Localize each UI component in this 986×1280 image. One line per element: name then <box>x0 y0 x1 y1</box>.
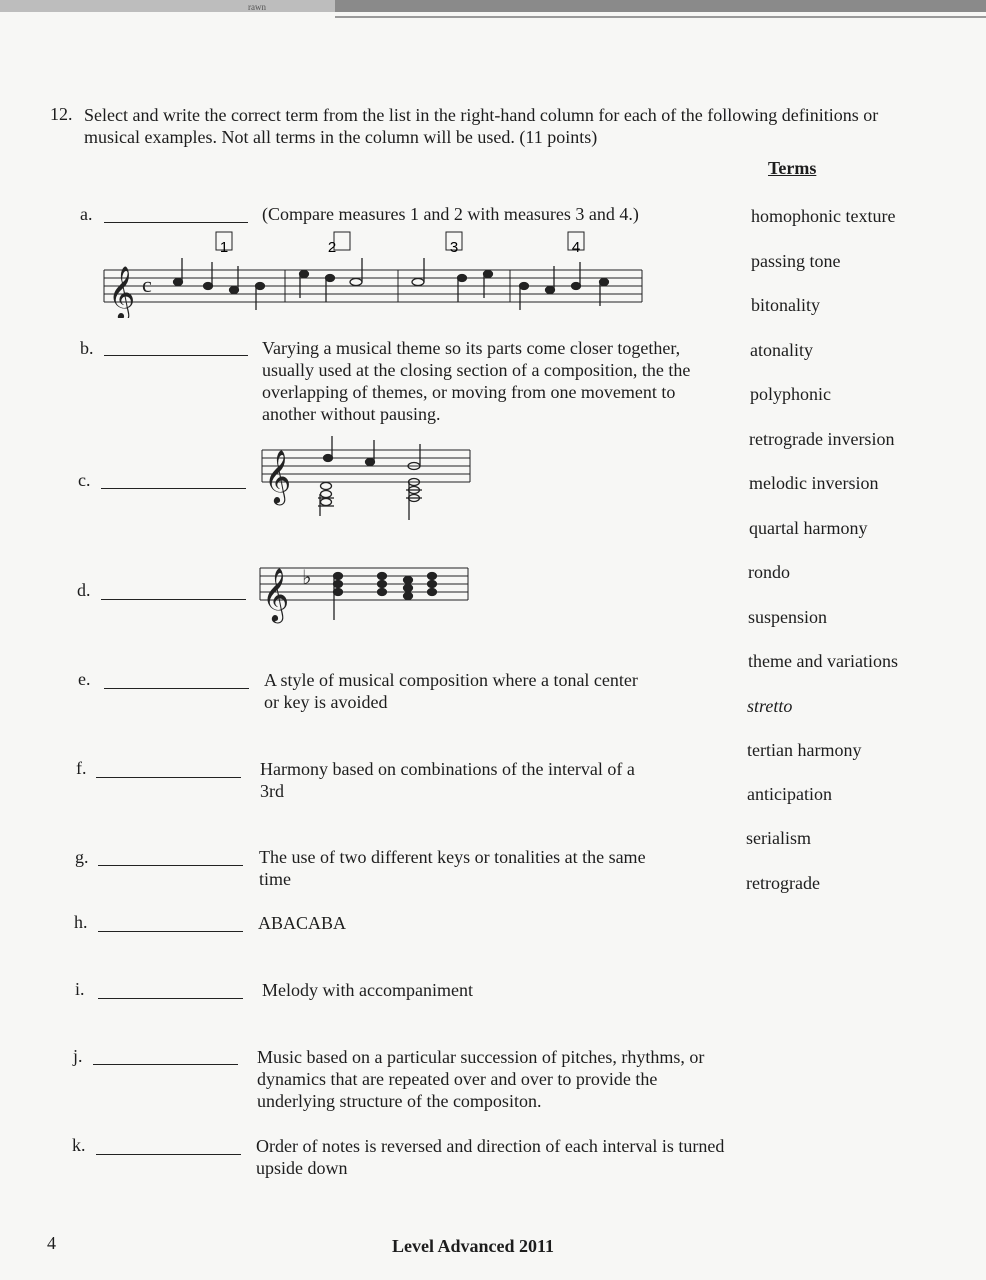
answer-blank-i[interactable] <box>98 998 243 999</box>
measure-number: 1 <box>219 239 229 256</box>
answer-blank-e[interactable] <box>104 688 249 689</box>
term-item: tertian harmony <box>747 740 862 760</box>
term-item: homophonic texture <box>751 206 896 226</box>
term-item: bitonality <box>751 295 820 315</box>
item-letter-i: i. <box>75 979 85 999</box>
term-item: polyphonic <box>750 384 831 404</box>
question-text: Select and write the correct term from the list in the right-hand column for each of the following definitions or musical examples. Not all terms in the column will be used. (11 points) <box>84 105 879 147</box>
answer-blank-k[interactable] <box>96 1154 241 1155</box>
item-letter-j: j. <box>73 1046 83 1066</box>
term-item: passing tone <box>751 251 841 271</box>
answer-blank-d[interactable] <box>101 599 246 600</box>
term-item: suspension <box>748 607 828 627</box>
answer-blank-c[interactable] <box>101 488 246 489</box>
definition-i: Melody with accompaniment <box>262 980 473 1000</box>
music-staff-c <box>258 436 476 526</box>
item-letter-e: e. <box>78 669 91 689</box>
common-time-icon: c <box>142 272 152 297</box>
answer-blank-g[interactable] <box>98 865 243 866</box>
term-item: melodic inversion <box>749 473 879 493</box>
page-number: 4 <box>47 1233 56 1253</box>
definition-g: The use of two different keys or tonalities at the same time <box>259 847 646 889</box>
music-staff-a <box>100 228 648 318</box>
answer-blank-a[interactable] <box>104 222 248 223</box>
answer-blank-h[interactable] <box>98 931 243 932</box>
term-item: anticipation <box>747 784 832 804</box>
answer-blank-j[interactable] <box>93 1064 238 1065</box>
term-item: retrograde inversion <box>749 429 895 449</box>
term-item: stretto <box>747 696 793 716</box>
definition-k: Order of notes is reversed and direction of each interval is turned upside down <box>256 1136 725 1178</box>
treble-clef-icon: 𝄞 <box>108 265 136 318</box>
flat-icon: ♭ <box>302 567 312 589</box>
treble-clef-icon: 𝄞 <box>264 449 292 503</box>
term-item: serialism <box>746 828 811 848</box>
term-item: atonality <box>750 340 813 360</box>
item-letter-f: f. <box>76 758 87 778</box>
item-letter-h: h. <box>74 912 88 932</box>
scan-mark: rawn <box>248 2 266 12</box>
definition-j: Music based on a particular succession of pitches, rhythms, or dynamics that are repeated over and over to provide the underlying structure of the compositon. <box>257 1047 705 1111</box>
measure-number: 2 <box>327 239 337 256</box>
term-item: quartal harmony <box>749 518 868 538</box>
measure-number: 3 <box>449 239 459 256</box>
answer-blank-b[interactable] <box>104 355 248 356</box>
definition-h: ABACABA <box>258 913 347 933</box>
term-item: theme and variations <box>748 651 898 671</box>
term-item: rondo <box>748 562 790 582</box>
scan-top-line <box>335 16 986 18</box>
definition-f: Harmony based on combinations of the interval of a 3rd <box>260 759 635 801</box>
definition-a: (Compare measures 1 and 2 with measures 3 and 4.) <box>262 204 639 224</box>
measure-number: 4 <box>571 239 581 256</box>
terms-heading: Terms <box>768 158 817 178</box>
item-letter-c: c. <box>78 470 91 490</box>
item-letter-b: b. <box>80 338 94 358</box>
item-letter-k: k. <box>72 1135 86 1155</box>
item-letter-a: a. <box>80 204 93 224</box>
term-item: retrograde <box>746 873 820 893</box>
footer-title: Level Advanced 2011 <box>392 1236 555 1256</box>
item-letter-g: g. <box>75 847 89 867</box>
item-letter-d: d. <box>77 580 91 600</box>
music-staff-d <box>256 554 472 626</box>
scan-top-bar-light <box>0 0 335 12</box>
answer-blank-f[interactable] <box>96 777 241 778</box>
question-number: 12. <box>50 104 73 124</box>
definition-b: Varying a musical theme so its parts come closer together, usually used at the closing section of a composition, the the overlapping of themes, or moving from one movement to another without pausing. <box>262 338 691 424</box>
definition-e: A style of musical composition where a tonal center or key is avoided <box>264 670 638 712</box>
treble-clef-icon: 𝄞 <box>262 567 290 621</box>
